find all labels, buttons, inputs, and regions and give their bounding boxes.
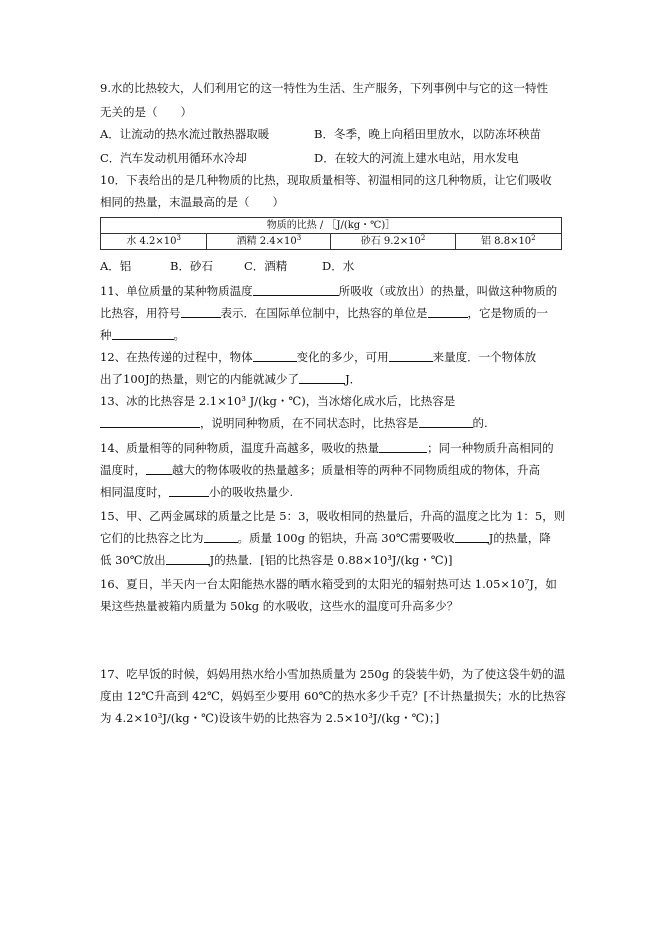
q15-line2: 它们的比热容之比为 。质量 100g 的铝块，升高 30℃需要吸收 J的热量，降	[100, 531, 551, 545]
q11-blank-2[interactable]	[181, 305, 221, 318]
q9-option-d[interactable]: D．在较大的河流上建水电站，用水发电	[314, 151, 519, 165]
table-row	[101, 234, 562, 250]
q16-line2: 果这些热量被箱内质量为 50kg 的水吸收，这些水的温度可升高多少？	[100, 599, 459, 613]
q17-line2: 度由 12℃升高到 42℃，妈妈至少要用 60℃的热水多少千克？[不计热量损失；水的比热容	[100, 689, 566, 703]
table-cell-alcohol: 酒精 $2.4\times 10^3$	[207, 234, 331, 250]
q12-line2: 出了100J的热量，则它的内能就减少了 J．	[100, 372, 362, 386]
q17-line3: 为 4.2×10³J/(kg・℃)设该牛奶的比热容为 2.5×10³J/(kg・℃)；]	[100, 711, 440, 725]
q13-line2: ，说明同种物质，在不同状态时，比热容是 的.	[100, 415, 488, 431]
q9-option-b[interactable]: B．冬季，晚上向稻田里放水，以防冻坏秧苗	[314, 127, 541, 141]
q14-line2: 温度时， 越大的物体吸收的热量越多；质量相等的两种不同物质组成的物体，升高	[100, 463, 540, 477]
q10-stem-line2: 相同的热量，末温最高的是（ ）	[100, 195, 284, 209]
q13-line1: 13、冰的比热容是 2.1×10³ J/(kg・℃)，当冰熔化成水后，比热容是	[100, 394, 456, 408]
q10-option-a[interactable]: A．铝	[100, 259, 132, 273]
table-cell-water: 水 $4.2\times 10^3$	[101, 234, 207, 250]
q9-stem-line2: 无关的是（ ）	[100, 105, 192, 119]
table-cell-aluminum: 铝 $8.8\times 10^2$	[455, 234, 561, 250]
q12-blank-2[interactable]	[389, 349, 433, 362]
q11-blank-1[interactable]	[253, 283, 339, 296]
q13-blank-1[interactable]	[100, 415, 200, 428]
q11-blank-3[interactable]	[428, 305, 468, 318]
q11-line3: 种 。	[100, 328, 185, 342]
q9-option-c[interactable]: C．汽车发动机用循环水冷却	[100, 151, 247, 165]
q13-blank-2[interactable]	[419, 415, 473, 428]
q15-line1: 15、甲、乙两金属球的质量之比是 5：3，吸收相同的热量后，升高的温度之比为 1：5，则	[100, 509, 566, 523]
q15-blank-1[interactable]	[204, 530, 238, 543]
q10-option-b[interactable]: B．砂石	[170, 259, 213, 273]
q12-blank-3[interactable]	[299, 371, 345, 384]
table-header: 物质的比热 / ［J/(kg・℃)］	[101, 218, 562, 234]
q17-line1: 17、吃早饭的时候，妈妈用热水给小雪加热质量为 250g 的袋装牛奶，为了使这袋牛奶的温	[100, 667, 566, 681]
q14-line1: 14、质量相等的同种物质，温度升高越多，吸收的热量 ；同一种物质升高相同的	[100, 441, 554, 455]
q12-line1: 12、在热传递的过程中，物体 变化的多少，可用 来量度．一个物体放	[100, 350, 537, 364]
q16-line1: 16、夏日，半天内一台太阳能热水器的晒水箱受到的太阳光的辐射热可达 1.05×10⁷J，如	[100, 577, 557, 591]
q12-blank-1[interactable]	[253, 349, 297, 362]
q15-line3: 低 30℃放出 J的热量．[铝的比热容是 0.88×10³J/(kg・℃)]	[100, 553, 453, 567]
q11-blank-4[interactable]	[112, 327, 174, 340]
q14-blank-3[interactable]	[169, 484, 209, 497]
q9-stem-line1: 9.水的比热较大，人们利用它的这一特性为生活、生产服务，下列事例中与它的这一特性	[100, 81, 548, 95]
q10-options	[100, 258, 354, 274]
q10-option-d[interactable]: D．水	[322, 259, 355, 273]
q15-blank-3[interactable]	[166, 552, 210, 565]
q14-blank-1[interactable]	[379, 440, 427, 453]
q9-option-a[interactable]: A．让流动的热水流过散热器取暖	[100, 127, 270, 141]
q11-line1: 11、单位质量的某种物质温度 所吸收（或放出）的热量，叫做这种物质的	[100, 284, 558, 298]
q15-blank-2[interactable]	[455, 530, 489, 543]
q11-line2: 比热容，用符号 表示．在国际单位制中，比热容的单位是 ，它是物质的一	[100, 306, 548, 320]
q14-blank-2[interactable]	[146, 462, 172, 475]
q14-line3: 相同温度时， 小的吸收热量少.	[100, 485, 294, 499]
specific-heat-table	[100, 217, 562, 250]
table-cell-sand: 砂石 $9.2\times 10^2$	[331, 234, 455, 250]
q10-option-c[interactable]: C．酒精	[244, 259, 288, 273]
q9-option-row-1	[100, 126, 269, 142]
q10-stem-line1: 10．下表给出的是几种物质的比热，现取质量相等、初温相同的这几种物质，让它们吸收	[100, 173, 552, 187]
